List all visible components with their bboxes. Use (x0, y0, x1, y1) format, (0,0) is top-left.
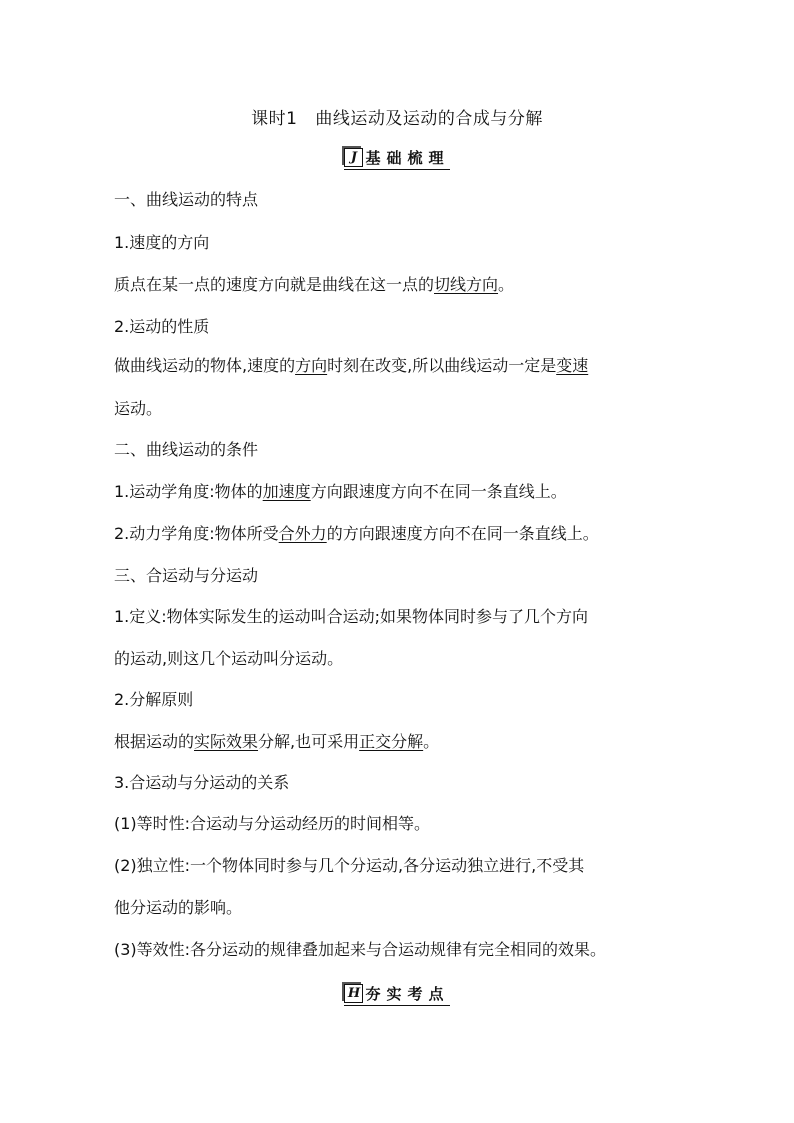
paragraph-3-2: 根据运动的实际效果分解,也可采用正交分解。 (114, 732, 440, 751)
banner-text: 夯实考点 (365, 985, 450, 1003)
paragraph-1-2-cont: 运动。 (114, 399, 163, 418)
section-banner-basics (0, 147, 794, 170)
underlined-term: 实际效果 (194, 732, 259, 751)
subheading-1-2: 2.运动的性质 (114, 317, 210, 336)
title-main: 曲线运动及运动的合成与分解 (315, 109, 543, 129)
paragraph-3-1: 1.定义:物体实际发生的运动叫合运动;如果物体同时参与了几个方向 (114, 607, 589, 626)
subheading-3-2: 2.分解原则 (114, 690, 194, 709)
underlined-term: 加速度 (262, 482, 311, 501)
underlined-term: 正交分解 (359, 732, 424, 751)
banner-j-icon: J (344, 148, 363, 167)
paragraph-2-1: 1.运动学角度:物体的加速度方向跟速度方向不在同一条直线上。 (114, 482, 567, 501)
list-item-3: (3)等效性:各分运动的规律叠加起来与合运动规律有完全相同的效果。 (114, 940, 607, 959)
paragraph-2-2: 2.动力学角度:物体所受合外力的方向跟速度方向不在同一条直线上。 (114, 524, 599, 543)
list-item-2: (2)独立性:一个物体同时参与几个分运动,各分运动独立进行,不受其 (114, 856, 585, 875)
section-heading-3: 三、合运动与分运动 (114, 566, 259, 585)
underlined-term: 方向 (295, 356, 328, 375)
list-item-2-cont: 他分运动的影响。 (114, 898, 243, 917)
banner-text: 基础梳理 (365, 149, 450, 167)
subheading-1-1: 1.速度的方向 (114, 233, 210, 252)
paragraph-1-2: 做曲线运动的物体,速度的方向时刻在改变,所以曲线运动一定是变速 (114, 356, 589, 375)
page-title (0, 104, 794, 129)
section-heading-1: 一、曲线运动的特点 (114, 190, 259, 209)
underlined-term: 切线方向 (434, 275, 499, 294)
section-banner-practice (0, 983, 794, 1006)
subheading-3-3: 3.合运动与分运动的关系 (114, 773, 290, 792)
underlined-term: 变速 (556, 356, 589, 375)
paragraph-3-1-cont: 的运动,则这几个运动叫分运动。 (114, 649, 344, 668)
list-item-1: (1)等时性:合运动与分运动经历的时间相等。 (114, 814, 431, 833)
banner-h-icon: H (344, 984, 363, 1003)
underlined-term: 合外力 (278, 524, 327, 543)
title-prefix: 课时1 (251, 109, 298, 129)
section-heading-2: 二、曲线运动的条件 (114, 440, 259, 459)
paragraph-1-1: 质点在某一点的速度方向就是曲线在这一点的切线方向。 (114, 275, 515, 294)
